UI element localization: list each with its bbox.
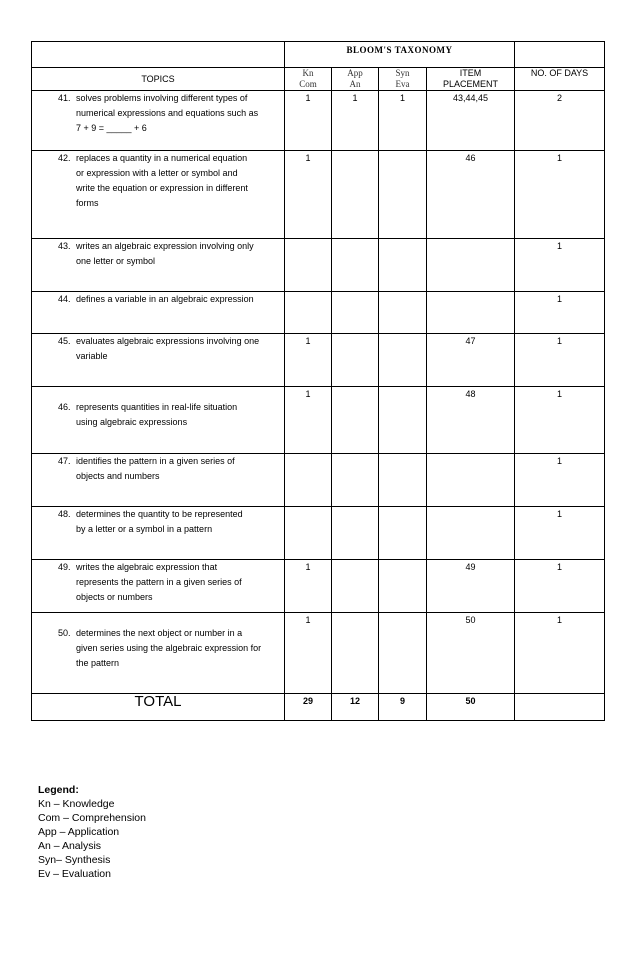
kn-cell: [285, 239, 332, 292]
item-cell: 47: [427, 334, 515, 387]
app-cell: [332, 334, 379, 387]
topic-number: 46.: [58, 402, 71, 412]
topic-text-line: determines the quantity to be represented: [76, 509, 243, 519]
days-cell: 1: [515, 613, 605, 694]
syn-cell: 1: [379, 91, 427, 151]
total-kn-cell: 29: [285, 694, 332, 721]
topic-text-line: defines a variable in an algebraic expression: [76, 294, 254, 304]
syn-cell: [379, 239, 427, 292]
topic-cell: [32, 334, 285, 387]
topic-number: 41.: [58, 93, 71, 103]
item-cell: [427, 292, 515, 334]
table-row: [32, 292, 605, 334]
table-row: [32, 334, 605, 387]
kn-cell: 1: [285, 334, 332, 387]
legend-item: Kn – Knowledge: [38, 798, 115, 810]
topic-cell: [32, 239, 285, 292]
topic-text-line: evaluates algebraic expressions involving one: [76, 336, 260, 346]
topic-cell: [32, 560, 285, 613]
table-row: [32, 239, 605, 292]
syn-cell: [379, 560, 427, 613]
table-of-specifications: [31, 41, 605, 721]
no-of-days-heading: NO. OF DAYS: [515, 68, 605, 91]
topic-text-line: writes the algebraic expression that: [76, 562, 218, 572]
topic-number: 47.: [58, 456, 71, 466]
blank-header-cell: [515, 42, 605, 68]
topic-cell: [32, 454, 285, 507]
topics-heading: TOPICS: [32, 68, 285, 91]
days-cell: 2: [515, 91, 605, 151]
topic-text-line: by a letter or a symbol in a pattern: [76, 524, 213, 534]
topic-number: 50.: [58, 628, 71, 638]
table-row: [32, 387, 605, 454]
days-cell: 1: [515, 151, 605, 239]
table-row: [32, 91, 605, 151]
topic-text-line: numerical expressions and equations such as: [76, 108, 259, 118]
app-cell: [332, 239, 379, 292]
topic-number: 43.: [58, 241, 71, 251]
table-row: [32, 613, 605, 694]
total-label-cell: TOTAL: [32, 694, 285, 721]
days-cell: 1: [515, 334, 605, 387]
topic-text-line: writes an algebraic expression involving only: [76, 241, 254, 251]
app-cell: 1: [332, 91, 379, 151]
topic-text-line: variable: [76, 351, 108, 361]
topic-text-line: given series using the algebraic expression for: [76, 643, 262, 653]
topic-text-line: using algebraic expressions: [76, 417, 188, 427]
item-cell: 50: [427, 613, 515, 694]
item-cell: 46: [427, 151, 515, 239]
topic-cell: [32, 507, 285, 560]
topic-text-line: replaces a quantity in a numerical equation: [76, 153, 248, 163]
kn-cell: [285, 454, 332, 507]
topic-text-line: one letter or symbol: [76, 256, 156, 266]
kn-cell: 1: [285, 151, 332, 239]
kn-cell: 1: [285, 560, 332, 613]
topic-number: 42.: [58, 153, 71, 163]
topic-text-line: represents the pattern in a given series of: [76, 577, 242, 587]
days-cell: 1: [515, 239, 605, 292]
topic-number: 48.: [58, 509, 71, 519]
item-cell: [427, 507, 515, 560]
topic-text-line: solves problems involving different types of: [76, 93, 248, 103]
days-cell: 1: [515, 560, 605, 613]
legend-item: App – Application: [38, 826, 120, 838]
app-cell: [332, 387, 379, 454]
table-row: [32, 560, 605, 613]
legend-item: Syn– Synthesis: [38, 854, 111, 866]
topic-text-line: identifies the pattern in a given series of: [76, 456, 235, 466]
syn-cell: [379, 334, 427, 387]
kn-cell: [285, 507, 332, 560]
syn-cell: [379, 454, 427, 507]
topic-text-line: write the equation or expression in different: [76, 183, 248, 193]
topic-text-line: determines the next object or number in a: [76, 628, 243, 638]
table-row: [32, 454, 605, 507]
days-cell: 1: [515, 507, 605, 560]
header-row-top: [32, 42, 605, 68]
days-cell: 1: [515, 454, 605, 507]
table-row: [32, 507, 605, 560]
topic-number: 49.: [58, 562, 71, 572]
syn-cell: [379, 387, 427, 454]
legend-item: Ev – Evaluation: [38, 868, 111, 880]
topic-text-line: or expression with a letter or symbol and: [76, 168, 238, 178]
header-row-columns: [32, 68, 605, 91]
topic-text-line: forms: [76, 198, 99, 208]
topic-cell: [32, 91, 285, 151]
legend: [38, 783, 146, 881]
blank-header-cell: [32, 42, 285, 68]
app-cell: [332, 454, 379, 507]
total-row: [32, 694, 605, 721]
topic-cell: [32, 613, 285, 694]
total-item-cell: 50: [427, 694, 515, 721]
topic-number: 45.: [58, 336, 71, 346]
item-cell: 48: [427, 387, 515, 454]
legend-item: An – Analysis: [38, 840, 102, 852]
app-cell: [332, 151, 379, 239]
total-days-cell: [515, 694, 605, 721]
app-cell: [332, 613, 379, 694]
kn-cell: 1: [285, 387, 332, 454]
app-an-heading: App An: [332, 68, 379, 91]
app-cell: [332, 292, 379, 334]
syn-cell: [379, 613, 427, 694]
topic-cell: [32, 151, 285, 239]
legend-title: Legend:: [38, 784, 79, 796]
total-app-cell: 12: [332, 694, 379, 721]
syn-cell: [379, 151, 427, 239]
topic-cell: [32, 387, 285, 454]
days-cell: 1: [515, 292, 605, 334]
total-syn-cell: 9: [379, 694, 427, 721]
syn-cell: [379, 292, 427, 334]
table-row: [32, 151, 605, 239]
topic-text-line: the pattern: [76, 658, 120, 668]
app-cell: [332, 507, 379, 560]
syn-cell: [379, 507, 427, 560]
topic-text-line: represents quantities in real-life situation: [76, 402, 238, 412]
kn-cell: 1: [285, 613, 332, 694]
syn-eva-heading: Syn Eva: [379, 68, 427, 91]
topic-text-line: 7 + 9 = _____ + 6: [76, 123, 147, 133]
topic-cell: [32, 292, 285, 334]
legend-item: Com – Comprehension: [38, 812, 146, 824]
item-cell: 49: [427, 560, 515, 613]
item-cell: [427, 454, 515, 507]
topic-text-line: objects and numbers: [76, 471, 160, 481]
blooms-taxonomy-heading: BLOOM'S TAXONOMY: [285, 42, 515, 68]
kn-com-heading: Kn Com: [285, 68, 332, 91]
app-cell: [332, 560, 379, 613]
topic-text-line: objects or numbers: [76, 592, 153, 602]
days-cell: 1: [515, 387, 605, 454]
item-placement-heading: ITEM PLACEMENT: [427, 68, 515, 91]
kn-cell: 1: [285, 91, 332, 151]
kn-cell: [285, 292, 332, 334]
item-cell: [427, 239, 515, 292]
item-cell: 43,44,45: [427, 91, 515, 151]
topic-number: 44.: [58, 294, 71, 304]
